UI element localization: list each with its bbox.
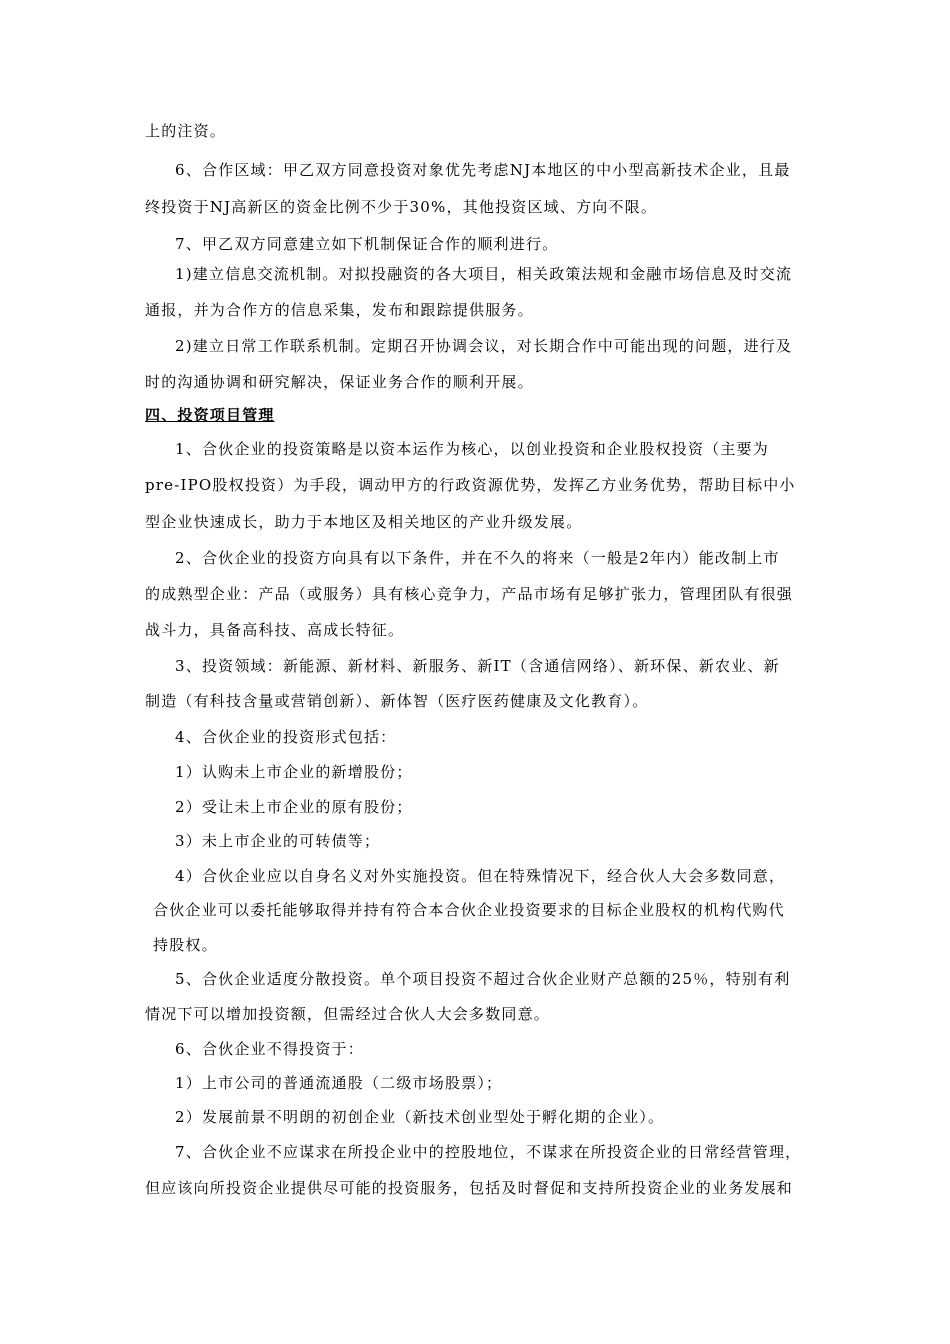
text-line: 1）认购未上市企业的新增股份； xyxy=(175,763,413,781)
text-line: 4、合伙企业的投资形式包括： xyxy=(175,728,397,746)
text-line: 3）未上市企业的可转债等； xyxy=(175,832,381,850)
text-line: 7、合伙企业不应谋求在所投企业中的控股地位，不谋求在所投资企业的日常经营管理， xyxy=(175,1143,802,1161)
text-line: 合伙企业可以委托能够取得并持有符合本合伙企业投资要求的目标企业股权的机构代购代 xyxy=(153,901,785,919)
text-line: 4）合伙企业应以自身名义对外实施投资。但在特殊情况下，经合伙人大会多数同意， xyxy=(175,867,786,885)
text-line: 2)建立日常工作联系机制。定期召开协调会议，对长期合作中可能出现的问题，进行及 xyxy=(175,337,793,355)
text-line: 2、合伙企业的投资方向具有以下条件，并在不久的将来（一般是2年内）能改制上市 xyxy=(175,549,780,567)
text-line: 战斗力，具备高科技、高成长特征。 xyxy=(145,621,405,639)
section-heading: 四、投资项目管理 xyxy=(145,406,275,424)
text-line: 2）发展前景不明朗的初创企业（新技术创业型处于孵化期的企业）。 xyxy=(175,1108,665,1126)
text-line: 通报，并为合作方的信息采集，发布和跟踪提供服务。 xyxy=(145,301,534,319)
text-line: 终投资于NJ高新区的资金比例不少于30%，其他投资区域、方向不限。 xyxy=(145,198,658,216)
text-line: 1)建立信息交流机制。对拟投融资的各大项目，相关政策法规和金融市场信息及时交流 xyxy=(175,265,793,283)
text-line: 上的注资。 xyxy=(145,122,227,140)
text-line: 但应该向所投资企业提供尽可能的投资服务，包括及时督促和支持所投资企业的业务发展和 xyxy=(145,1179,794,1197)
text-line: 的成熟型企业：产品（或服务）具有核心竞争力，产品市场有足够扩张力，管理团队有很强 xyxy=(145,585,794,603)
text-line: pre-IPO股权投资）为手段，调动甲方的行政资源优势，发挥乙方业务优势，帮助目标中小 xyxy=(145,476,796,494)
text-line: 型企业快速成长，助力于本地区及相关地区的产业升级发展。 xyxy=(145,513,583,531)
text-line: 1）上市公司的普通流通股（二级市场股票）； xyxy=(175,1074,503,1092)
text-line: 6、合作区域：甲乙双方同意投资对象优先考虑NJ本地区的中小型高新技术企业，且最 xyxy=(175,161,791,179)
text-line: 3、投资领域：新能源、新材料、新服务、新IT（含通信网络）、新环保、新农业、新 xyxy=(175,657,780,675)
text-line: 持股权。 xyxy=(153,936,218,954)
text-line: 时的沟通协调和研究解决，保证业务合作的顺利开展。 xyxy=(145,373,534,391)
text-line: 2）受让未上市企业的原有股份； xyxy=(175,798,413,816)
text-line: 制造（有科技含量或营销创新）、新体智（医疗医药健康及文化教育）。 xyxy=(145,692,649,710)
text-line: 6、合伙企业不得投资于： xyxy=(175,1040,364,1058)
text-line: 5、合伙企业适度分散投资。单个项目投资不超过合伙企业财产总额的25％，特别有利 xyxy=(175,970,791,988)
text-line: 7、甲乙双方同意建立如下机制保证合作的顺利进行。 xyxy=(175,235,559,253)
text-line: 1、合伙企业的投资策略是以资本运作为核心，以创业投资和企业股权投资（主要为 xyxy=(175,440,769,458)
text-line: 情况下可以增加投资额，但需经过合伙人大会多数同意。 xyxy=(145,1005,551,1023)
